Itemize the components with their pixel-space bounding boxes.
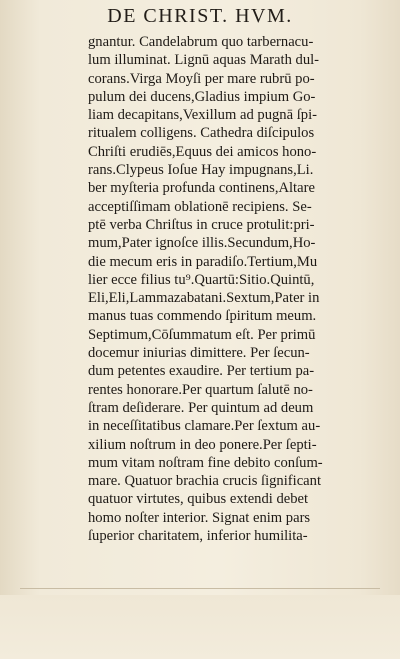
page-bottom-rule bbox=[20, 588, 380, 589]
page-foot-margin bbox=[0, 595, 400, 659]
text-line: in neceſſitatibus clamare.Per ſextum au- bbox=[88, 418, 321, 435]
text-line: Septimum,Cōſummatum eſt. Per primū bbox=[88, 326, 316, 343]
text-line: pulum dei ducens,Gladius impium Go- bbox=[88, 88, 316, 105]
text-line: acceptiſſimam oblationē recipiens. Se- bbox=[88, 198, 312, 215]
text-line: ſtram deſiderare. Per quintum ad deum bbox=[88, 399, 314, 416]
text-line: lum illuminat. Lignū aquas Marath dul- bbox=[88, 52, 320, 69]
text-line: dum petentes exaudire. Per tertium pa- bbox=[88, 363, 315, 380]
text-line: manus tuas commendo ſpiritum meum. bbox=[88, 308, 317, 325]
text-line: quatuor virtutes, quibus extendi debet bbox=[88, 491, 309, 508]
text-line: gnantur. Candelabrum quo tarbernacu- bbox=[88, 34, 314, 50]
text-line: ptē verba Chriſtus in cruce protulit:pri- bbox=[88, 216, 315, 233]
text-line: Chriſti erudiēs,Equus dei amicos hono- bbox=[88, 143, 317, 160]
text-line: mare. Quatuor brachia crucis ſignificant bbox=[88, 473, 321, 490]
text-line: mum,Pater ignoſce illis.Secundum,Ho- bbox=[88, 235, 316, 252]
text-line: docemur iniurias dimittere. Per ſecun- bbox=[88, 345, 310, 362]
running-head: DE CHRIST. HVM. bbox=[107, 5, 293, 27]
text-line: xilium noſtrum in deo ponere.Per ſepti- bbox=[88, 436, 317, 453]
text-line: ritualem colligens. Cathedra diſcipulos bbox=[88, 125, 315, 142]
text-line: Eli,Eli,Lammazabatani.Sextum,Pater in bbox=[88, 290, 320, 307]
text-block bbox=[88, 33, 388, 545]
text-line: rans.Clypeus Ioſue Hay impugnans,Li. bbox=[88, 162, 314, 179]
text-line: rentes honorare.Per quartum ſalutē no- bbox=[88, 381, 313, 398]
text-line: ſuperior charitatem, inferior humilita- bbox=[88, 528, 308, 545]
text-line: lier ecce filius tu⁹.Quartū:Sitio.Quintū, bbox=[88, 271, 315, 288]
text-line: die mecum eris in paradiſo.Tertium,Mu bbox=[88, 253, 318, 270]
text-line: homo noſter interior. Signat enim pars bbox=[88, 509, 311, 526]
text-line: mum vitam noſtram fine debito conſum- bbox=[88, 454, 323, 471]
text-line: liam decapitans,Vexillum ad pugnā ſpi- bbox=[88, 107, 317, 124]
text-line: ber myſteria profunda continens,Altare bbox=[88, 180, 315, 197]
text-line: corans.Virga Moyſi per mare rubrū po- bbox=[88, 70, 315, 87]
